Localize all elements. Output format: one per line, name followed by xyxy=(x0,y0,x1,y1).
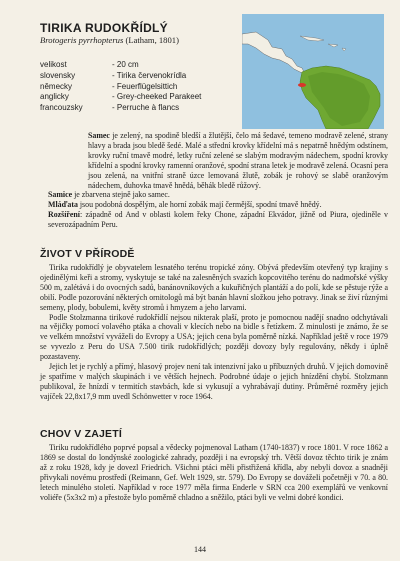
page-title: TIRIKA RUDOKŘÍDLÝ xyxy=(40,21,168,35)
names-value: - Feuerflügelsittich xyxy=(112,81,178,91)
names-lang: německy xyxy=(40,81,73,91)
section-heading-nature: ŽIVOT V PŘÍRODĚ xyxy=(40,248,135,260)
desc-rozsireni: Rozšíření: západně od And v oblasti kolem řeky Chone, západní Ekvádor, jižně od Piura, ojediněle v severozápadním Peru. xyxy=(48,210,388,230)
desc-samec: Samec je zelený, na spodině bledší a žlutější, čelo má šedavé, temeno modravě zelené, strany hlavy a brada jsou bledě šedé. Malé a střední krovky křídelní má s nepatrně hnědým odstínem, krovky ruční tmavě modré, letky ruční zelené se slabým modravým nádechem, spodní krovky křídelní a spodní krovky ramenní oranžové, spodní strana letek je modravě zelená. Ocasní pera jsou zelená, na vnitřní straně úzce lemovaná žlutě, zobák je rohový se slabě oranžovým nádechem, duhovka tmavě hnědá, běhák bledě růžový. xyxy=(88,131,388,190)
range-map xyxy=(242,14,384,129)
names-value: - Grey-cheeked Parakeet xyxy=(112,92,202,102)
section-body-nature xyxy=(40,263,388,402)
page-number: 144 xyxy=(194,545,206,554)
names-lang: slovensky xyxy=(40,70,76,80)
latin-name: Brotogeris pyrrhopterus xyxy=(40,35,124,45)
paragraph: Tiriku rudokřídlého poprvé popsal a vědecky pojmenoval Latham (1740-1837) v roce 1801. V roce 1862 a 1869 se dostal do londýnské zoologické zahrady, později i na evropský trh. Větší dovoz těchto tirik je znám až z roku 1928, kdy je dovezl Friedrich. Všichni ptáci měli přistřižená křídla, aby nebyli dovoz a snadněji přivykali novému prostředí (Reimann, Gef. Welt 1929, str. 579). Do Evropy se dovážeIi početněji v 70. a 80. letech minulého století. Například v roce 1977 měla firma Enderle v SRN cca 200 exemplářů ve venkovní voliéře (5x3x2 m) a přestože bylo poměrně chladno a sněžilo, ptáci byli ve velmi dobré kondici. xyxy=(40,443,388,502)
names-value: - Tirika červenokrídla xyxy=(112,70,187,80)
paragraph: Tirika rudokřídlý je obyvatelem lesnatého terénu tropické zóny. Obývá především otevřený typ krajiny s ojedinělými keři a stromy, vyskytuje se také na zalesněných svazích kopcovitého terénu do nadmořské výšky 500 m, zalétává i do ovocných sadů, banánovníkových a kukuřičných plantáží a do polí, kde se pěstuje rýže a obilí. Podle pozorování některých ornitologů má být banán hlavní složkou jeho potravy. Jinak se živí různými semeny, plody, bobulemi, květy stromů i hmyzem a jeho larvami. xyxy=(40,263,388,312)
names-lang: francouzsky xyxy=(40,103,83,113)
section-heading-captivity: CHOV V ZAJETÍ xyxy=(40,428,122,440)
names-value: - 20 cm xyxy=(112,60,139,69)
names-row xyxy=(40,82,201,93)
names-lang: velikost xyxy=(40,60,67,69)
section-body-captivity xyxy=(40,443,388,502)
desc-samice: Samice je zbarvena stejně jako samec. xyxy=(48,190,170,200)
names-row xyxy=(40,92,201,103)
names-value: - Perruche à flancs xyxy=(112,103,180,113)
names-lang: anglicky xyxy=(40,92,69,102)
range-map-graphic xyxy=(242,14,384,129)
names-row xyxy=(40,103,201,114)
description xyxy=(40,131,388,230)
distribution-marker xyxy=(298,83,306,87)
desc-mlade: Mláďata jsou podobná dospělým, ale horní zobák mají čermější, spodní tmavě hnědý. xyxy=(48,200,322,210)
paragraph: Jejich let je rychlý a přímý, hlasový projev není tak intenzivní jako u příbuzných druhů. V jejich domovině je spatříme v malých skupinách i ve větších hejnech. Podrobné údaje o jejich hnízdění chybí. Stolzmann publikoval, že hnízdí v termitích stavbách, kde si vykusují a vyhrabávají dutiny. Průměrné rozměry jejich vajíček 22,8x17,9 mm uvedl Schönwetter v roce 1964. xyxy=(40,362,388,401)
species-subtitle xyxy=(40,35,179,45)
author-citation: (Latham, 1801) xyxy=(125,35,179,45)
paragraph: Podle Stolzmanna tirikové rudokřídlí nejsou nikterak plaší, proto je pomocnou nadějí snadno odchytávali na vějičky pomocí volavého ptáka a chovali v klecích nebo na bidle s řetízkem. Z minulosti je známo, že se ve velkém množství vyvážeIi do Evropy a USA; jejich cena byla poměrně nízká. Například ještě v roce 1979 se vyvezlo z Peru do USA 7.500 tirik rudokřídlých; později dovozy byly regulovány, někdy i úplně pozastaveny. xyxy=(40,312,388,362)
names-row xyxy=(40,71,201,82)
names-row xyxy=(40,60,201,71)
names-table xyxy=(40,60,201,114)
